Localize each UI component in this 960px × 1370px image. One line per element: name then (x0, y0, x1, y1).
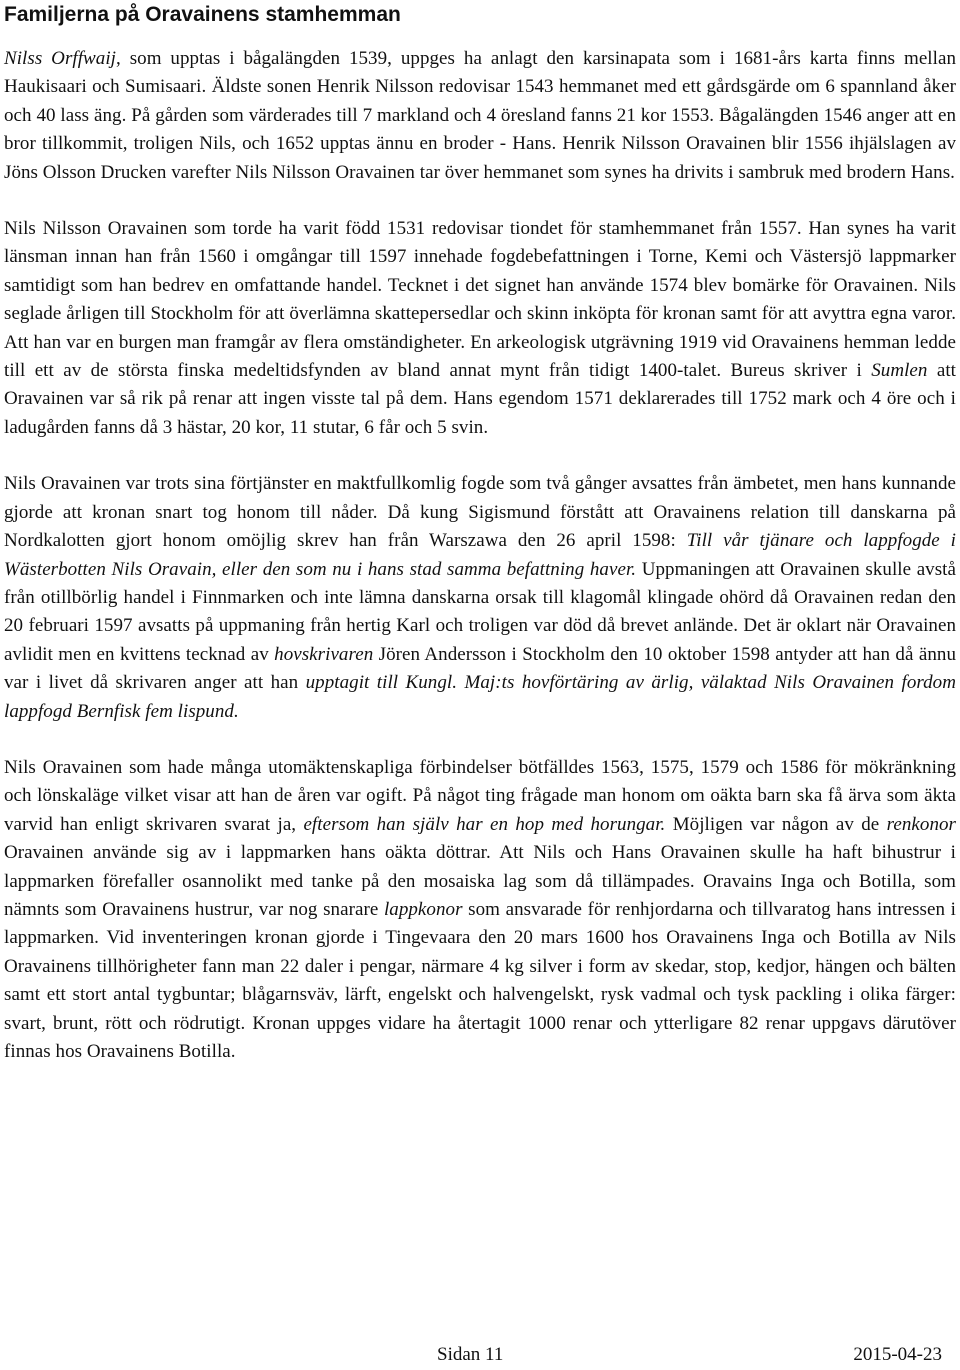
text-run: , som upptas i bågalängden 1539, uppges ha anlagt den karsinapata som i 1681-års karta finns mellan Haukisaari och Sumisaari. Äldste sonen Henrik Nilsson redovisar 1543 hemmanet med ett gårdsgärde om 6 spannland åker och 40 lass äng. På gården som värderades till 7 markland och 4 öresland fanns 21 kor 1553. Bågalängden 1546 anger att en bror tillkommit, troligen Nils, och 1652 upptas ännu en broder - Hans. Henrik Nilsson Oravainen blir 1556 ihjälslagen av Jöns Olsson Drucken varefter Nils Nilsson Oravainen tar över hemmanet som synes ha drivits i sambruk med brodern Hans. (4, 48, 956, 183)
page-number: Sidan 11 (437, 1344, 504, 1365)
text-run: Jören Andersson i Stockholm den 10 oktober 1598 antyder att han då ännu var i livet då skrivaren anger att han (4, 643, 956, 694)
text-run: att Oravainen var så rik på renar att ingen visste tal på dem. Hans egendom 1571 deklarerades till 1752 mark och 4 öre och i ladugården fanns då 3 hästar, 20 kor, 11 stutar, 6 får och 5 svin. (4, 360, 956, 438)
italic-name: Nilss Orffwaij (4, 48, 116, 69)
text-run: Nils Oravainen var trots sina förtjänster en maktfullkomlig fogde som två gånger avsattes från ämbetet, men hans kunnande gjorde att kronan snart tog honom till nåder. Då kung Sigismund förstått att Oravainens relation till danskarna på Nordkalotten gjort honom omöjlig skrev han från Warszawa den 26 april 1598: (4, 473, 956, 552)
text-run: som ansvarade för renhjordarna och tillvaratog hans intressen i lappmarken. Vid inventeringen kronan gjorde i Tingevaara den 20 mars 1600 hos Oravainens Inga och Botilla av Nils Oravainens tillhörigheter fann man 22 daler i pengar, närmare 4 kg silver i form av skedar, stop, kedjor, hängen och bälten samt ett stort antal tygbuntar; blågarnsväv, lärft, engelskt och halvengelskt, rysk vadmal och tysk packling i olika färger: svart, brunt, rött och rödrutigt. Kronan uppges vidare ha återtagit 1000 renar och ytterligare 82 renar uppgavs därutöver finnas hos Oravainens Botilla. (4, 898, 956, 1062)
footer-date: 2015-04-23 (853, 1344, 942, 1365)
italic-term: renkonor (886, 813, 956, 835)
page-footer (0, 1342, 960, 1368)
paragraph-4 (4, 754, 956, 1066)
text-run: Uppmaningen att Oravainen skulle avstå från otillbörlig handel i Finnmarken och inte lämna danskarna orsak till klagomål klingade ohörd då Oravainen redan den 20 februari 1597 avsatts på uppmaning från hertig Karl och troligen var död då brevet anlände. Det är oklart när Oravainen avlidit men en kvittens tecknad av (4, 558, 956, 665)
italic-term: lappkonor (383, 898, 463, 920)
italic-title: Sumlen (871, 360, 928, 382)
paragraph-3 (4, 470, 956, 726)
italic-quote: Till vår tjänare och lappfogde i Wästerbotten Nils Oravain, eller den som nu i hans stad samma befattning haver. (4, 530, 956, 580)
italic-term: hovskrivaren (274, 643, 374, 665)
text-run: Oravainen använde sig av i lappmarken hans oäkta döttrar. Att Nils och Hans Oravainen skulle ha haft bihustrur i lappmarken förefaller osannolikt med tanke på den mosaiska lag som då tillämpades. Oravains Inga och Botilla, som nämnts som Oravainens hustrur, var nog snarare (4, 842, 956, 920)
text-run: Nils Nilsson Oravainen som torde ha varit född 1531 redovisar tiondet för stamhemmanet från 1557. Han synes ha varit länsman innan han från 1560 i omgångar till 1597 innehade fogdebefattningen i Torne, Kemi och Västersjö lappmarker samtidigt som han bedrev en omfattande handel. Tecknet i det signet han använde 1574 blev bomärke för Oravainen. Nils seglade årligen till Stockholm för att överlämna skattepersedlar och skinn inköpta för kronan samt för att avyttra egna varor. Att han var en burgen man framgår av flera omständigheter. En arkeologisk utgrävning 1919 vid Oravainens hemman ledde till ett av de största finska medeltidsfynden av bland annat mynt från tidigt 1400-talet. Bureus skriver i (4, 218, 956, 382)
text-run: Nils Oravainen som hade många utomäktenskapliga förbindelser bötfälldes 1563, 1575, 1579 och 1586 för mökränkning och lönskaläge vilket visar att han de åren var ogift. På något ting frågade man honom om oäkta barn ska få ärva som äkta varvid han enligt skrivaren svarat ja, (4, 756, 956, 835)
paragraph-1 (4, 45, 956, 187)
text-run: Möjligen var någon av de (665, 813, 887, 835)
italic-quote: upptagit till Kungl. Maj:ts hovförtäring av ärlig, välaktad Nils Oravainen fordom lappfogd Bernfisk fem lispund. (4, 672, 956, 722)
page-title: Familjerna på Oravainens stamhemman (4, 3, 401, 26)
paragraph-2 (4, 215, 956, 442)
italic-quote: eftersom han själv har en hop med horungar. (303, 813, 666, 835)
